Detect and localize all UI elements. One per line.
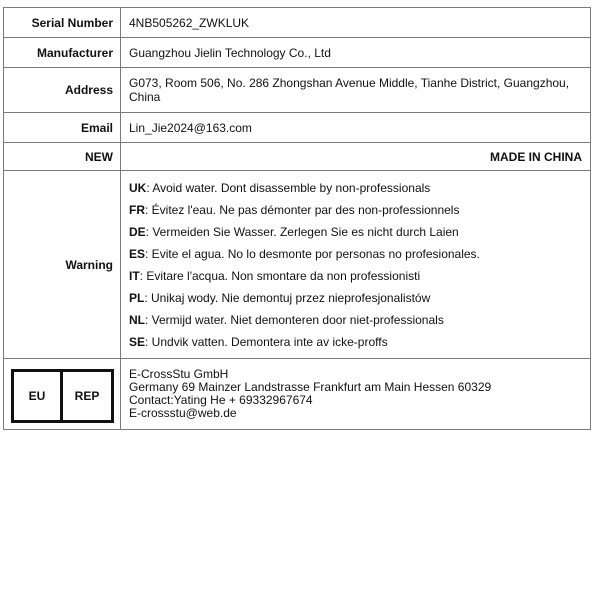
language-code: UK <box>129 180 147 195</box>
condition-row <box>4 143 591 171</box>
origin-value: MADE IN CHINA <box>121 143 591 171</box>
manufacturer-row <box>4 38 591 68</box>
language-code: IT <box>129 268 140 283</box>
warning-text: : Évitez l'eau. Ne pas démonter par des non-professionnels <box>145 202 460 217</box>
warning-text: : Avoid water. Dont disassemble by non-professionals <box>146 180 431 195</box>
eu-badge: EU <box>11 369 63 423</box>
condition-label: NEW <box>4 143 121 171</box>
warning-text: : Evite el agua. No lo desmonte por personas no profesionales. <box>145 246 480 261</box>
manufacturer-value: Guangzhou Jielin Technology Co., Ltd <box>121 38 591 68</box>
rep-company: E-CrossStu GmbH <box>129 367 229 381</box>
warning-text: : Vermeiden Sie Wasser. Zerlegen Sie es nicht durch Laien <box>145 224 459 239</box>
language-code: ES <box>129 246 146 261</box>
rep-address: Germany 69 Mainzer Landstrasse Frankfurt am Main Hessen 60329 <box>129 380 492 394</box>
rep-email: E-crossstu@web.de <box>129 406 237 420</box>
warning-line <box>129 181 582 195</box>
warning-line <box>129 203 582 217</box>
eu-rep-details <box>121 359 591 430</box>
language-code: NL <box>129 312 145 327</box>
warning-line <box>129 269 582 283</box>
email-row <box>4 113 591 143</box>
address-row <box>4 68 591 113</box>
rep-contact: Contact:Yating He + 69332967674 <box>129 393 313 407</box>
eu-rep-row <box>4 359 591 430</box>
email-value: Lin_Jie2024@163.com <box>121 113 591 143</box>
language-code: PL <box>129 290 145 305</box>
manufacturer-label: Manufacturer <box>4 38 121 68</box>
warning-line <box>129 225 582 239</box>
serial-number-value: 4NB505262_ZWKLUK <box>121 8 591 38</box>
warning-line <box>129 313 582 327</box>
warning-line <box>129 335 582 349</box>
warning-text: : Evitare l'acqua. Non smontare da non professionisti <box>139 268 421 283</box>
address-value: G073, Room 506, No. 286 Zhongshan Avenue Middle, Tianhe District, Guangzhou, China <box>121 68 591 113</box>
serial-number-label: Serial Number <box>4 8 121 38</box>
email-label: Email <box>4 113 121 143</box>
eu-rep-symbol-cell <box>4 359 121 430</box>
warning-text: : Unikaj wody. Nie demontuj przez nieprofesjonalistów <box>144 290 431 305</box>
eu-rep-symbol <box>11 369 114 423</box>
warning-line <box>129 291 582 305</box>
warning-row <box>4 171 591 359</box>
language-code: SE <box>129 334 146 349</box>
language-code: DE <box>129 224 146 239</box>
warning-label: Warning <box>4 171 121 359</box>
address-label: Address <box>4 68 121 113</box>
product-label-table <box>3 7 591 430</box>
language-code: FR <box>129 202 145 217</box>
warning-text: : Undvik vatten. Demontera inte av icke-proffs <box>145 334 388 349</box>
rep-badge: REP <box>63 369 114 423</box>
warning-text: : Vermijd water. Niet demonteren door niet-professionals <box>145 312 444 327</box>
warning-list <box>121 171 591 359</box>
warning-line <box>129 247 582 261</box>
serial-number-row <box>4 8 591 38</box>
